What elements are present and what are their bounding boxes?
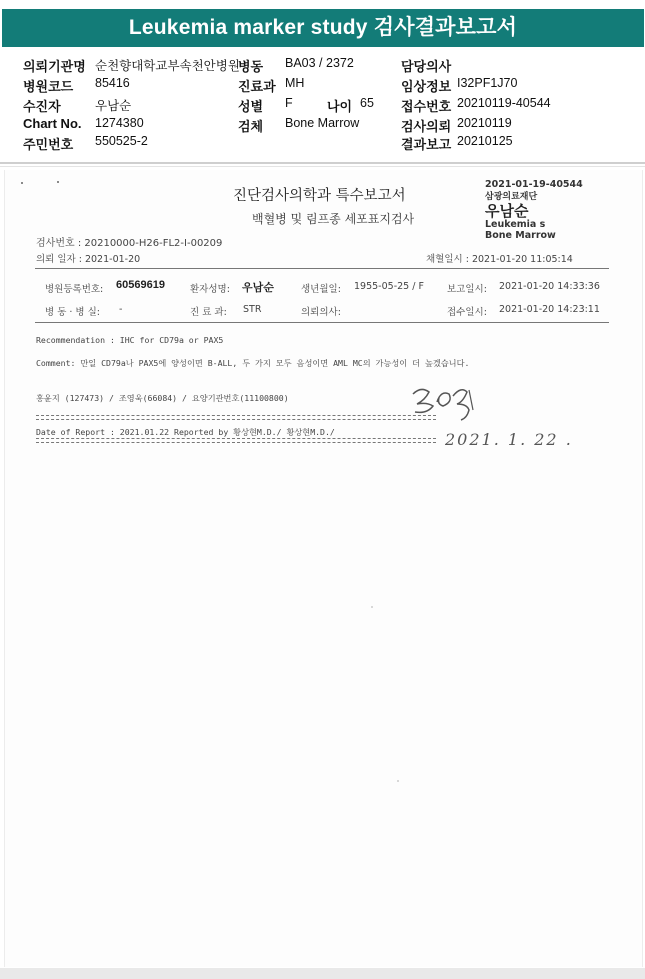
ward-room-value: - bbox=[119, 304, 123, 315]
label-patient: 수진자 bbox=[23, 99, 61, 114]
divider-thin bbox=[0, 166, 645, 167]
label-institution: 의뢰기관명 bbox=[23, 59, 86, 74]
value-specimen: Bone Marrow bbox=[285, 116, 360, 130]
request-date: 의뢰 일자 : 2021-01-20 bbox=[36, 254, 141, 265]
label-ward: 병동 bbox=[238, 59, 264, 74]
separator-dashed bbox=[36, 415, 436, 420]
separator-dashed bbox=[36, 438, 436, 443]
value-age: 65 bbox=[360, 96, 374, 110]
value-clinical-info: I32PF1J70 bbox=[457, 76, 518, 90]
exam-number: 검사번호 : 20210000-H26-FL2-I-00209 bbox=[36, 238, 223, 249]
label-physician: 담당의사 bbox=[401, 59, 452, 74]
table-bottom-line bbox=[35, 322, 609, 323]
label-specimen: 검체 bbox=[238, 119, 264, 134]
ordering-doctor-label: 의뢰의사: bbox=[301, 307, 341, 318]
recommendation: Recommendation : IHC for CD79a or PAX5 bbox=[36, 335, 224, 345]
scan-speck bbox=[21, 182, 23, 184]
label-department: 진료과 bbox=[238, 79, 276, 94]
label-resident-no: 주민번호 bbox=[23, 137, 74, 152]
scanned-report bbox=[4, 170, 643, 967]
report-title: Leukemia marker study 검사결과보고서 bbox=[2, 9, 644, 47]
reg-no-value: 60569619 bbox=[116, 279, 165, 291]
staff-line: 홍윤지 (127473) / 조영욱(66084) / 요양기관번호(11100800) bbox=[36, 393, 289, 403]
label-org: 삼광의료재단 bbox=[485, 192, 538, 202]
scan-speck bbox=[371, 606, 373, 608]
scan-subtitle: 백혈병 및 림프종 세포표지검사 bbox=[252, 212, 415, 226]
scan-speck bbox=[57, 181, 59, 183]
dept-label: 진 료 과: bbox=[190, 307, 227, 318]
dept-value: STR bbox=[243, 304, 262, 315]
received-time-value: 2021-01-20 14:23:11 bbox=[499, 304, 600, 315]
collection-time: 채혈일시 : 2021-01-20 11:05:14 bbox=[426, 254, 573, 265]
value-department: MH bbox=[285, 76, 305, 90]
label-accession-no: 접수번호 bbox=[401, 99, 452, 114]
value-hospital-code: 85416 bbox=[95, 76, 130, 90]
value-patient: 우남순 bbox=[95, 99, 132, 113]
label-id: 2021-01-19-40544 bbox=[485, 179, 583, 190]
table-top-line bbox=[35, 268, 609, 269]
reg-no-label: 병원등록번호: bbox=[45, 284, 104, 295]
label-test: Leukemia s bbox=[485, 219, 546, 230]
label-chart-no: Chart No. bbox=[23, 116, 82, 131]
footer-strip bbox=[0, 968, 645, 979]
handwritten-date: 2021. 1. 22 . bbox=[445, 430, 573, 449]
divider bbox=[0, 162, 645, 164]
label-clinical-info: 임상정보 bbox=[401, 79, 452, 94]
label-patient-name: 우남순 bbox=[485, 202, 529, 220]
label-request-date: 검사의뢰 bbox=[401, 119, 452, 134]
value-resident-no: 550525-2 bbox=[95, 134, 148, 148]
ward-room-label: 병 동 · 병 실: bbox=[45, 307, 101, 318]
dob-label: 생년월일: bbox=[301, 284, 341, 295]
report-time-value: 2021-01-20 14:33:36 bbox=[499, 281, 600, 292]
patient-name-value: 우남순 bbox=[242, 281, 274, 294]
value-request-date: 20210119 bbox=[457, 116, 512, 130]
label-specimen: Bone Marrow bbox=[485, 230, 556, 241]
label-sex: 성별 bbox=[238, 99, 264, 114]
report-time-label: 보고일시: bbox=[447, 284, 487, 295]
date-of-report: Date of Report : 2021.01.22 Reported by 황상현M.D./ 황상현M.D./ bbox=[36, 427, 335, 437]
patient-name-label: 환자성명: bbox=[190, 284, 230, 295]
label-report-date: 결과보고 bbox=[401, 137, 452, 152]
label-hospital-code: 병원코드 bbox=[23, 79, 74, 94]
comment: Comment: 만일 CD79a나 PAX5에 양성이면 B-ALL, 두 가지 모두 음성이면 AML MC의 가능성이 더 높겠습니다. bbox=[36, 358, 470, 368]
value-institution: 순천향대학교부속천안병원 bbox=[95, 59, 240, 73]
scan-speck bbox=[397, 780, 399, 782]
dob-value: 1955-05-25 / F bbox=[354, 281, 424, 292]
value-report-date: 20210125 bbox=[457, 134, 513, 148]
scan-title: 진단검사의학과 특수보고서 bbox=[233, 188, 406, 204]
value-accession-no: 20210119-40544 bbox=[457, 96, 551, 110]
received-time-label: 접수일시: bbox=[447, 307, 487, 318]
value-sex: F bbox=[285, 96, 293, 110]
value-ward: BA03 / 2372 bbox=[285, 56, 354, 70]
label-age: 나이 bbox=[327, 99, 353, 114]
value-chart-no: 1274380 bbox=[95, 116, 144, 130]
